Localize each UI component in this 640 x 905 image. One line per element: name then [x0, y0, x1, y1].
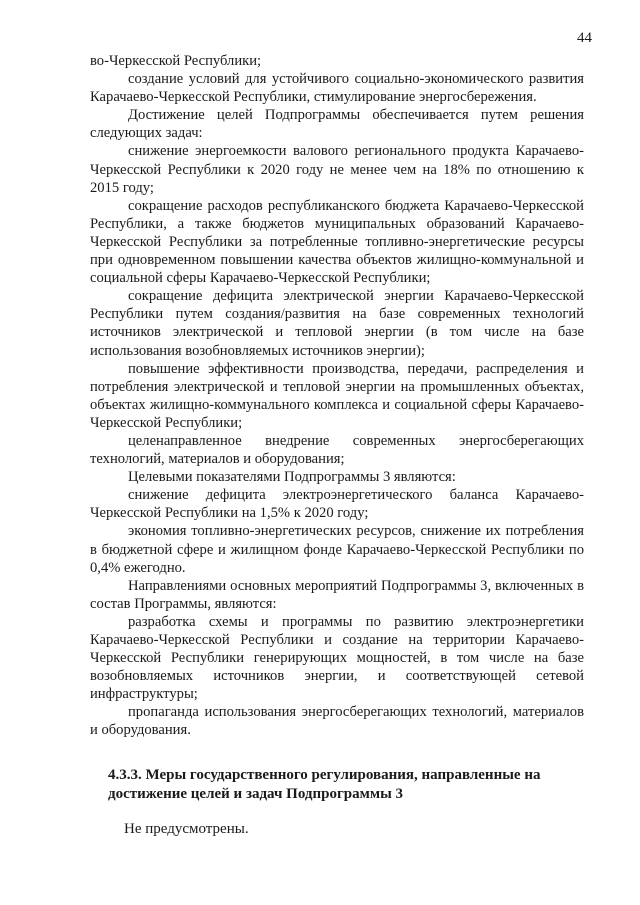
paragraph: разработка схемы и программы по развитию электроэнергетики Карачаево-Черкесской Республики и создание на территории Карачаево-Черкесской Республики генерирующих мощностей, в том числе на базе возобновляемых источников энергии, и соответствующей сетевой инфраструктуры;	[90, 613, 584, 703]
paragraph: сокращение расходов республиканского бюджета Карачаево-Черкесской Республики, а также бюджетов муниципальных образований Карачаево-Черкесской Республики за потребленные топливно-энергетические ресурсы при одновременном повышении качества объектов жилищно-коммунальной и социальной сферы Карачаево-Черкесской Республики;	[90, 197, 584, 287]
paragraph: пропаганда использования энергосберегающих технологий, материалов и оборудования.	[90, 704, 584, 739]
paragraph: снижение дефицита электроэнергетического баланса Карачаево-Черкесской Республики на 1,5% к 2020 году;	[90, 487, 584, 522]
body-text	[90, 52, 584, 740]
paragraph: целенаправленное внедрение современных энергосберегающих технологий, материалов и оборудования;	[90, 432, 584, 468]
paragraph: во-Черкесской Республики;	[90, 53, 262, 69]
paragraph: Направлениями основных мероприятий Подпрограммы 3, включенных в состав Программы, являются:	[90, 577, 584, 612]
paragraph: Достижение целей Подпрограммы обеспечивается путем решения следующих задач:	[90, 107, 584, 142]
paragraph: повышение эффективности производства, передачи, распределения и потребления электрической и тепловой энергии на промышленных объектах, объектах жилищно-коммунального комплекса и социальной сферы Карачаево-Черкесской Республики;	[90, 360, 584, 431]
paragraph: экономия топливно-энергетических ресурсов, снижение их потребления в бюджетной сфере и жилищном фонде Карачаево-Черкесской Республики по 0,4% ежегодно.	[90, 523, 584, 576]
section-heading: 4.3.3. Меры государственного регулирования, направленные на достижение целей и задач Подпрограммы 3	[108, 767, 541, 802]
paragraph: сокращение дефицита электрической энергии Карачаево-Черкесской Республики путем создания/развития на базе современных технологий источников электрической и тепловой энергии (в том числе на базе использования возобновляемых источников энергии);	[90, 288, 584, 359]
paragraph: снижение энергоемкости валового регионального продукта Карачаево-Черкесской Республики к 2020 году не менее чем на 18% по отношению к 2015 году;	[90, 143, 584, 196]
paragraph: Целевыми показателями Подпрограммы 3 являются:	[128, 469, 456, 486]
paragraph: создание условий для устойчивого социально-экономического развития Карачаево-Черкесской Республики, стимулирование энергосбережения.	[90, 71, 584, 106]
page-number: 44	[577, 30, 592, 46]
closing-text: Не предусмотрены.	[124, 821, 249, 837]
